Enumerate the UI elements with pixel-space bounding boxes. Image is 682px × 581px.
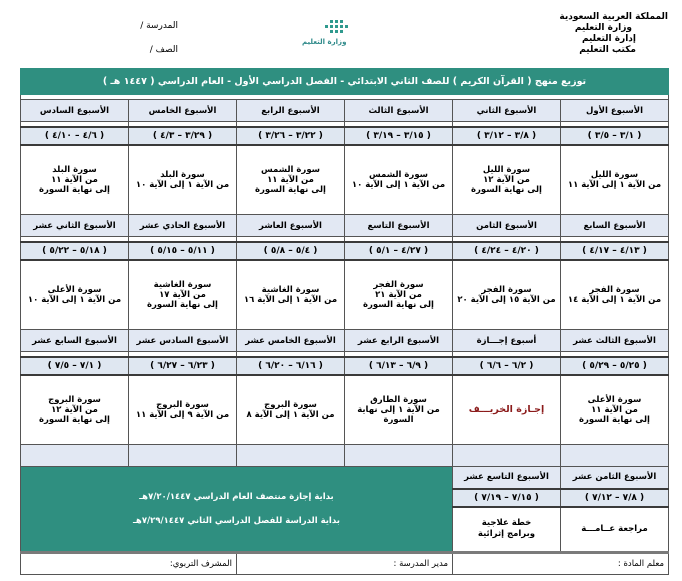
principal-signature: مدير المدرسة : — [237, 553, 453, 575]
lesson-cell: سورة الغاشية من الآية ١ إلى الآية ١٦ — [237, 260, 345, 330]
lesson-cell: سورة البلد من الآية ١ إلى الآية ١٠ — [129, 145, 237, 215]
week-label: الأسبوع الخامس عشر — [237, 330, 345, 352]
date-range: ( ٣/١ – ٣/٥ ) — [561, 127, 669, 145]
lesson-cell: سورة البروج من الآية ٩ إلى الآية ١١ — [129, 375, 237, 445]
week-row — [21, 215, 669, 237]
week-row — [21, 100, 669, 122]
date-range: ( ٧/١٥ – ٧/١٩ ) — [453, 489, 561, 507]
lesson-cell: سورة الغاشية من الآية ١٧ إلى نهاية السورة — [129, 260, 237, 330]
date-range: ( ٥/١٨ – ٥/٢٢ ) — [21, 242, 129, 260]
date-range: ( ٤/١٣ – ٤/١٧ ) — [561, 242, 669, 260]
lesson-cell: سورة البروج من الآية ١ إلى الآية ٨ — [237, 375, 345, 445]
date-range: ( ٤/٢٠ – ٤/٢٤ ) — [453, 242, 561, 260]
week-label: الأسبوع العاشر — [237, 215, 345, 237]
education-admin-line: إدارة التعليم — [581, 34, 636, 44]
week-label: الأسبوع الرابع — [237, 100, 345, 122]
date-range: ( ٥/١١ – ٥/١٥ ) — [129, 242, 237, 260]
kingdom-line: المملكة العربية السعودية — [559, 12, 668, 22]
week-label: الأسبوع السادس — [21, 100, 129, 122]
date-range: ( ٦/٢٣ – ٦/٢٧ ) — [129, 357, 237, 375]
mid-year-note: بداية إجازة منتصف العام الدراسي ٧/٢٠/١٤٤٧هـ — [139, 492, 334, 502]
date-range: ( ٥/٢٥ – ٥/٢٩ ) — [561, 357, 669, 375]
education-office-line: مكتب التعليم — [579, 45, 636, 55]
lesson-cell: سورة الشمس من الآية ١١ إلى نهاية السورة — [237, 145, 345, 215]
week-label: الأسبوع الرابع عشر — [345, 330, 453, 352]
date-row — [21, 127, 669, 145]
lesson-cell: سورة الأعلى من الآية ١ إلى الآية ١٠ — [21, 260, 129, 330]
lesson-cell: سورة البلد من الآية ١١ إلى نهاية السورة — [21, 145, 129, 215]
lesson-cell: سورة الليل من الآية ١ إلى الآية ١١ — [561, 145, 669, 215]
week-label: الأسبوع السابع عشر — [21, 330, 129, 352]
signature-row — [21, 553, 669, 575]
school-info — [118, 14, 178, 62]
date-range: ( ٥/٤ – ٥/٨ ) — [237, 242, 345, 260]
date-range: ( ٦/٢ – ٦/٦ ) — [453, 357, 561, 375]
date-range: ( ٣/٢٩ – ٤/٣ ) — [129, 127, 237, 145]
content-row — [21, 375, 669, 445]
date-range: ( ٤/٦ – ٤/١٠ ) — [21, 127, 129, 145]
lesson-cell: سورة الليل من الآية ١٢ إلى نهاية السورة — [453, 145, 561, 215]
week-label: الأسبوع الثالث عشر — [561, 330, 669, 352]
lesson-cell: سورة الأعلى من الآية ١١ إلى نهاية السورة — [561, 375, 669, 445]
week-label: الأسبوع السادس عشر — [129, 330, 237, 352]
week-label: الأسبوع التاسع — [345, 215, 453, 237]
date-range: ( ٣/١٥ – ٣/١٩ ) — [345, 127, 453, 145]
week-label: الأسبوع التاسع عشر — [453, 467, 561, 489]
ministry-header — [528, 12, 668, 56]
week-label: الأسبوع الثاني عشر — [21, 215, 129, 237]
lesson-cell: سورة الشمس من الآية ١ إلى الآية ١٠ — [345, 145, 453, 215]
holiday-cell: إجـازة الخريـــف — [453, 375, 561, 445]
class-label: الصف / — [149, 45, 178, 55]
content-row — [21, 260, 669, 330]
remedial-cell: خطة علاجية وبرامج إثرائية — [453, 507, 561, 553]
lesson-cell: سورة الفجر من الآية ٢١ إلى نهاية السورة — [345, 260, 453, 330]
lesson-cell: سورة الفجر من الآية ١٥ إلى الآية ٢٠ — [453, 260, 561, 330]
date-range: ( ٤/٢٧ – ٥/١ ) — [345, 242, 453, 260]
table-title: توزيع منهج ( القرآن الكريم ) للصف الثاني الابتدائي - الفصل الدراسي الأول - العام الدراسي ( ١٤٤٧ هـ ) — [21, 69, 669, 95]
week-label: الأسبوع الأول — [561, 100, 669, 122]
date-range: ( ٣/٢٢ – ٣/٢٦ ) — [237, 127, 345, 145]
lesson-cell: سورة الطارق من الآية ١ إلى نهاية السورة — [345, 375, 453, 445]
week-label: الأسبوع الحادي عشر — [129, 215, 237, 237]
week-label: الأسبوع الخامس — [129, 100, 237, 122]
ministry-logo-icon — [300, 18, 372, 54]
week-label: أسبوع إجـــازة — [453, 330, 561, 352]
week-label: الأسبوع الثامن عشر — [561, 467, 669, 489]
date-row — [21, 357, 669, 375]
week-row — [21, 467, 669, 489]
date-range: ( ٦/١٦ – ٦/٢٠ ) — [237, 357, 345, 375]
logo-text: وزارة التعليم — [302, 38, 347, 46]
week-label: الأسبوع الثالث — [345, 100, 453, 122]
date-row — [21, 242, 669, 260]
notes-box — [21, 467, 453, 553]
week-label: الأسبوع السابع — [561, 215, 669, 237]
lesson-cell: سورة البروج من الآية ١٢ إلى نهاية السورة — [21, 375, 129, 445]
second-term-note: بداية الدراسة للفصل الدراسي الثاني ٧/٢٩/١٤٤٧هـ — [133, 516, 340, 526]
teacher-signature: معلم المادة : — [453, 553, 669, 575]
week-label: الأسبوع الثامن — [453, 215, 561, 237]
school-label: المدرسة / — [140, 21, 178, 31]
week-label: الأسبوع الثاني — [453, 100, 561, 122]
date-range: ( ٧/٨ – ٧/١٢ ) — [561, 489, 669, 507]
lesson-cell: سورة الفجر من الآية ١ إلى الآية ١٤ — [561, 260, 669, 330]
supervisor-signature: المشرف التربوي: — [21, 553, 237, 575]
week-row — [21, 330, 669, 352]
date-range: ( ٧/١ – ٧/٥ ) — [21, 357, 129, 375]
ministry-line: وزارة التعليم — [574, 23, 632, 33]
content-row — [21, 145, 669, 215]
curriculum-table — [20, 68, 669, 575]
review-cell: مراجعة عــامـــة — [561, 507, 669, 553]
date-range: ( ٦/٩ – ٦/١٣ ) — [345, 357, 453, 375]
date-range: ( ٣/٨ – ٣/١٢ ) — [453, 127, 561, 145]
